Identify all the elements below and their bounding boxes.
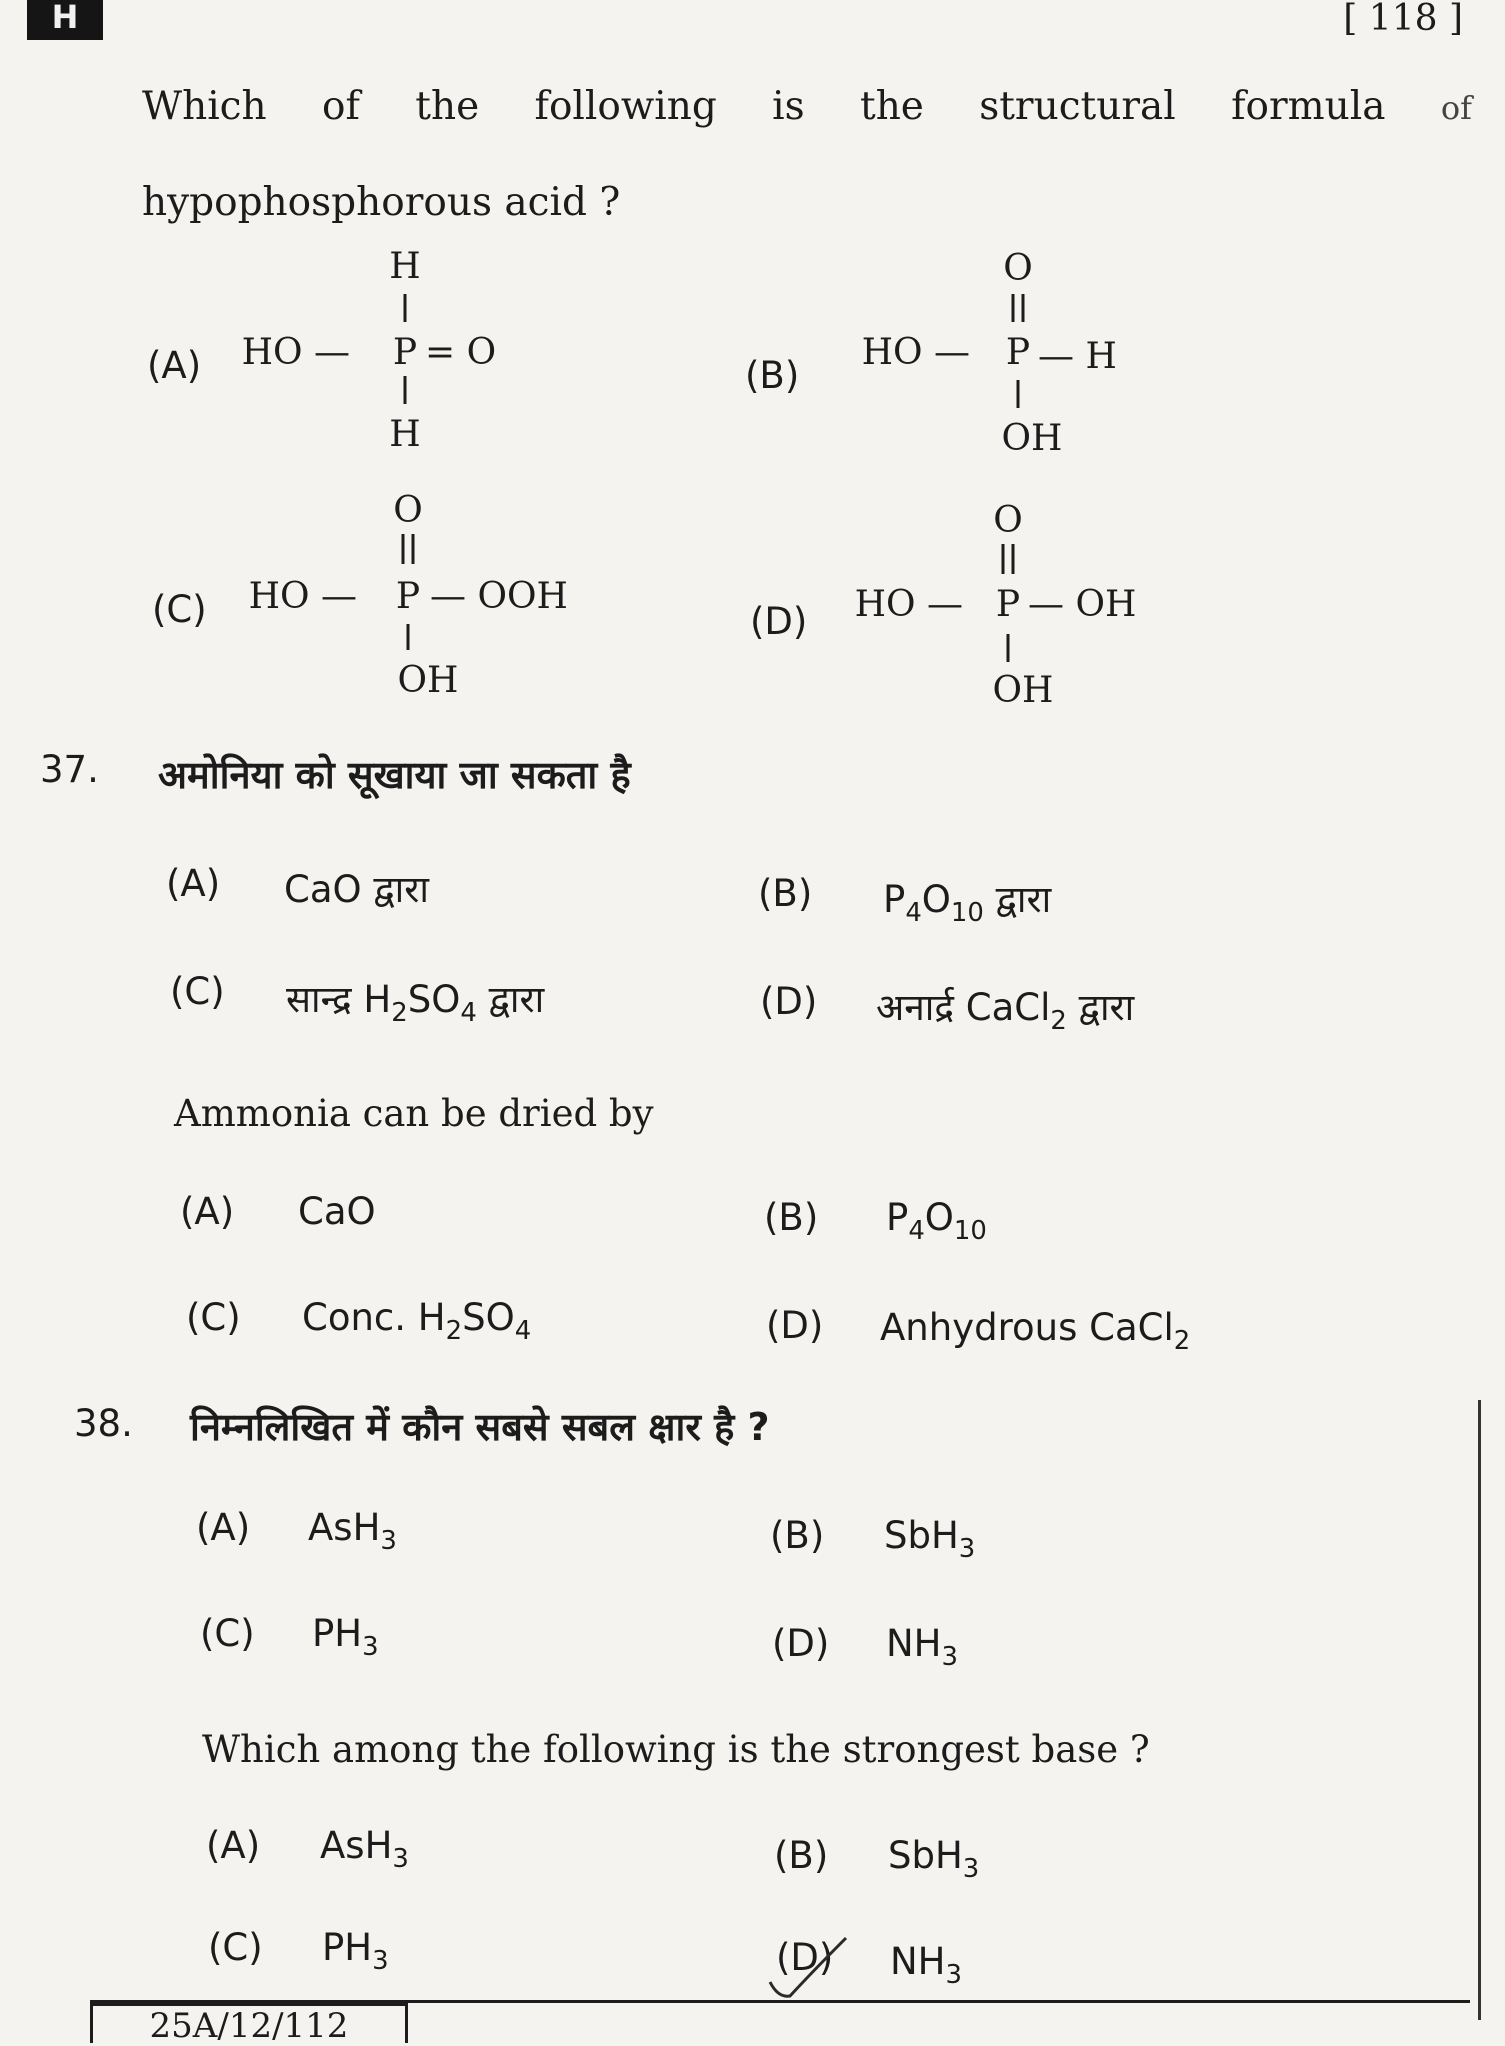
chem-text: सान्द्र H — [286, 978, 392, 1021]
atom-top: O — [993, 500, 1023, 541]
q37-en-option-d-label: (D) — [766, 1304, 824, 1347]
q38-set2-option-c-text — [322, 1926, 389, 1977]
subscript: 3 — [962, 1854, 980, 1885]
atom-top: H — [389, 246, 421, 287]
q38-set1-option-d-text — [886, 1622, 958, 1673]
q36-question-line2: hypophosphorous acid ? — [142, 180, 621, 225]
atom-center: P — [395, 576, 421, 617]
word: of — [322, 84, 360, 129]
chem-text: AsH — [308, 1506, 381, 1549]
subscript: 3 — [380, 1526, 397, 1557]
q37-en-option-b-label: (B) — [764, 1196, 819, 1239]
q36-option-d-label: (D) — [750, 600, 808, 643]
subscript: 3 — [362, 1632, 379, 1663]
chem-text: NH — [890, 1940, 946, 1983]
q37-en-option-c-text — [302, 1296, 532, 1347]
q38-set1-option-a-label: (A) — [196, 1506, 251, 1549]
atom-bottom: H — [389, 414, 421, 455]
q36-structure-a — [241, 240, 535, 470]
series-badge: H — [27, 0, 103, 40]
q37-hi-option-d-label: (D) — [760, 980, 818, 1023]
subscript: 3 — [372, 1946, 389, 1977]
subscript: 2 — [1050, 1006, 1067, 1037]
chem-text: द्वारा — [476, 978, 545, 1021]
atom-bottom: OH — [1001, 418, 1063, 459]
q38-set2-option-b-label: (B) — [774, 1834, 829, 1877]
subscript: 2 — [1173, 1326, 1191, 1357]
q36-question-line1 — [142, 84, 1472, 129]
chem-text: SbH — [884, 1514, 959, 1557]
q38-set2-option-d-label: (D) — [776, 1936, 834, 1979]
subscript: 4 — [514, 1316, 532, 1347]
q37-english-question: Ammonia can be dried by — [174, 1092, 654, 1135]
q37-en-option-a-label: (A) — [180, 1190, 235, 1233]
subscript: 2 — [445, 1316, 463, 1347]
chem-text: द्वारा — [983, 878, 1052, 921]
page-number: [ 118 ] — [1343, 0, 1463, 39]
page-edge — [1478, 1400, 1481, 2020]
q38-set1-option-d-label: (D) — [772, 1622, 830, 1665]
word: following — [534, 84, 717, 129]
chem-text: SO — [407, 978, 461, 1021]
q38-set1-option-b-text — [884, 1514, 976, 1565]
atom-right: — OOH — [430, 576, 568, 617]
atom-left: HO — — [854, 584, 963, 625]
atom-center: P — [392, 332, 418, 373]
chem-text: SO — [462, 1296, 515, 1339]
q38-number: 38. — [74, 1402, 133, 1445]
atom-left: HO — — [861, 332, 970, 373]
q37-en-option-a-text — [298, 1190, 376, 1233]
subscript: 4 — [908, 1216, 925, 1247]
q37-hindi-question: अमोनिया को सूखाया जा सकता है — [158, 753, 631, 797]
chem-text: O — [921, 878, 951, 921]
atom-right: = O — [425, 332, 497, 373]
word: is — [772, 84, 805, 129]
atom-bottom: OH — [397, 660, 459, 701]
q38-set1-option-a-text — [308, 1506, 397, 1557]
q36-structure-c — [248, 478, 602, 708]
chem-text: PH — [322, 1926, 373, 1969]
chem-text: NH — [886, 1622, 942, 1665]
q38-set2-option-c-label: (C) — [208, 1926, 263, 1969]
subscript: 4 — [460, 998, 477, 1029]
atom-top: O — [393, 490, 423, 531]
subscript: 10 — [953, 1216, 987, 1247]
q38-set2-option-a-text — [320, 1824, 409, 1875]
q38-set1-option-b-label: (B) — [770, 1514, 825, 1557]
chem-text: CaO — [298, 1190, 376, 1233]
chem-text: SbH — [888, 1834, 963, 1877]
q38-english-question: Which among the following is the strongest base ? — [202, 1728, 1150, 1771]
q38-set1-option-c-label: (C) — [200, 1612, 255, 1655]
atom-right: — H — [1038, 336, 1117, 377]
q37-number: 37. — [40, 748, 99, 791]
q37-en-option-c-label: (C) — [186, 1296, 241, 1339]
subscript: 2 — [391, 998, 408, 1029]
q37-en-option-b-text — [886, 1196, 987, 1247]
q38-hindi-question: निम्नलिखित में कौन सबसे सबल क्षार है ? — [190, 1405, 770, 1449]
word: structural — [979, 84, 1176, 129]
chem-text: AsH — [320, 1824, 393, 1867]
atom-left: HO — — [248, 576, 357, 617]
q37-hi-option-a-text — [284, 862, 429, 913]
atom-top: O — [1003, 248, 1033, 289]
q36-structure-b — [860, 240, 1160, 470]
word: the — [415, 84, 480, 129]
subscript: 4 — [905, 898, 922, 929]
chem-text: द्वारा — [1066, 986, 1135, 1029]
chem-text: Anhydrous CaCl — [880, 1306, 1174, 1349]
chem-text: CaO द्वारा — [284, 868, 429, 911]
q36-option-b-label: (B) — [745, 354, 800, 397]
atom-center: P — [1005, 332, 1031, 373]
q37-hi-option-c-text — [286, 972, 545, 1029]
q37-hi-option-b-label: (B) — [758, 872, 813, 915]
q37-en-option-d-text — [880, 1306, 1191, 1357]
q37-hi-option-d-text — [876, 980, 1135, 1037]
subscript: 3 — [941, 1642, 958, 1673]
chem-text: PH — [312, 1612, 363, 1655]
atom-left: HO — — [241, 332, 350, 373]
q38-set1-option-c-text — [312, 1612, 379, 1663]
subscript: 3 — [958, 1534, 976, 1565]
q37-hi-option-b-text — [883, 872, 1052, 929]
paper-code: 25A/12/112 — [90, 2003, 408, 2043]
q37-hi-option-c-label: (C) — [170, 970, 225, 1013]
atom-bottom: OH — [992, 670, 1054, 711]
chem-text: अनार्द्र CaCl — [876, 986, 1051, 1029]
q37-hi-option-a-label: (A) — [166, 862, 221, 905]
chem-text: P — [883, 878, 906, 921]
atom-center: P — [995, 584, 1021, 625]
chem-text: Conc. H — [302, 1296, 446, 1339]
subscript: 10 — [950, 898, 984, 929]
q38-set2-option-d-text — [890, 1940, 962, 1991]
q36-option-a-label: (A) — [147, 344, 202, 387]
word: formula — [1231, 84, 1386, 129]
word: the — [860, 84, 924, 129]
subscript: 3 — [945, 1960, 962, 1991]
handwritten-tick-mark — [764, 1930, 854, 2020]
chem-text: O — [924, 1196, 954, 1239]
q38-set2-option-b-text — [888, 1834, 980, 1885]
atom-right: — OH — [1028, 584, 1137, 625]
word: of — [1440, 89, 1472, 127]
q36-structure-d — [854, 488, 1175, 718]
subscript: 3 — [392, 1844, 409, 1875]
q38-set2-option-a-label: (A) — [206, 1824, 261, 1867]
chem-text: P — [886, 1196, 909, 1239]
q36-option-c-label: (C) — [152, 588, 207, 631]
word: Which — [142, 84, 267, 129]
